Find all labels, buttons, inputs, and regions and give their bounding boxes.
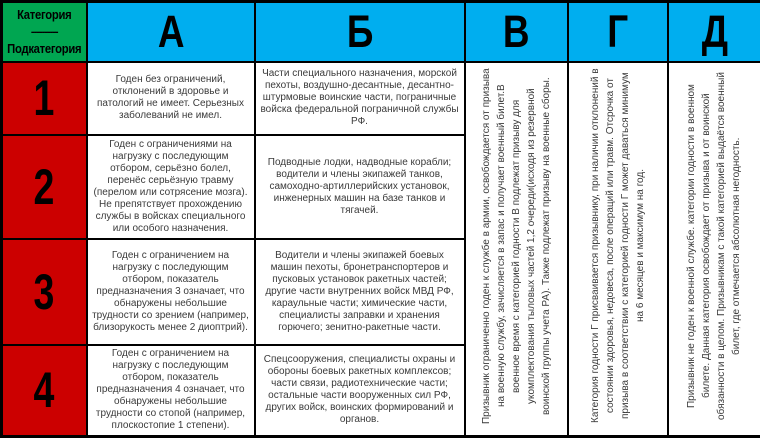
row-header-4-label: 4 xyxy=(34,365,55,415)
cell-d-merged xyxy=(668,62,760,437)
row-header-3-label: 3 xyxy=(34,267,55,317)
cell-d-vertical-text: Призывник не годен к военной службе. категории годности в военном билете. Данная категория освобождает от призыва и от воинской обязанности в целом. Призывникам с такой категорией выдаётся военный билет, где отмечается абсолютная негодность. xyxy=(684,67,744,425)
cell-a1: Годен без ограничений, отклонений в здоровье и патологий не имеет. Серьезных заболеваний не имел. xyxy=(87,62,255,135)
cell-b2: Подводные лодки, надводные корабли; водители и члены экипажей танков, самоходно-артиллерийских установок, инженерных машин на базе танков и тягачей. xyxy=(255,135,465,239)
corner-line-category: Категория xyxy=(7,8,81,22)
column-header-g xyxy=(568,2,668,62)
row-header-3 xyxy=(2,239,87,345)
header-row xyxy=(2,2,760,62)
column-header-b-label: Б xyxy=(347,9,373,54)
row-header-2 xyxy=(2,135,87,239)
cell-b3: Водители и члены экипажей боевых машин пехоты, бронетранспортеров и пусковых установок ракетных частей; другие части внутренних войск МВД РФ, караульные части; химические части, специалисты заправки и хранения горючего; зенитно-ракетные части. xyxy=(255,239,465,345)
row-header-4 xyxy=(2,345,87,437)
column-header-v xyxy=(465,2,568,62)
column-header-a-label: А xyxy=(158,9,184,54)
corner-line-subcategory: Подкатегория xyxy=(7,42,81,56)
cell-v-vertical-text: Призывник ограниченно годен к службе в армии, освобождается от призыва на военную службу, зачисляется в запас и получает военный билет.В военное время с категорией годности В подлежат призыву для укомплектования тыловых частей 1,2 очереди(исходя из резервной воинской группы учета РА). Также подлежат призыву на военные сборы. xyxy=(479,67,554,425)
column-header-b xyxy=(255,2,465,62)
corner-header-content xyxy=(3,6,86,58)
column-header-g-label: Г xyxy=(607,9,627,54)
cell-a3: Годен с ограничением на нагрузку с последующим отбором, показатель предназначения 3 означает, что обнаружены небольшие трудности со зрением (например, близорукость менее 2 диоптрий). xyxy=(87,239,255,345)
cell-a2: Годен с ограничениями на нагрузку с последующим отбором, серьёзно болел, перенёс серьёзную травму (перелом или сотрясение мозга). Не препятствует прохождению службы в войсках специального или особого назначения. xyxy=(87,135,255,239)
column-header-d-label: Д xyxy=(702,9,727,54)
column-header-v-label: В xyxy=(503,9,529,54)
row-header-1 xyxy=(2,62,87,135)
cell-b1: Части специального назначения, морской пехоты, воздушно-десантные, десантно-штурмовые воинские части, пограничные войска федеральной пограничной службы РФ. xyxy=(255,62,465,135)
corner-divider: ---------- xyxy=(3,28,86,36)
column-header-d xyxy=(668,2,760,62)
cell-g-vertical-text: Категория годности Г присваивается призывнику, при наличии отклонений в состоянии здоровья, недовеса, после операций или травм. Отсрочка от призыва в соответствии с категорией годности Г может даваться минимум на 6 месяцев и максимум на год. xyxy=(588,67,648,425)
row-header-1-label: 1 xyxy=(34,73,55,123)
cell-b4: Спецсооружения, специалисты охраны и обороны боевых ракетных комплексов; части связи, радиотехнические части; остальные части вооруженных сил РФ, других войск, воинских формирований и органов. xyxy=(255,345,465,437)
table-row-1 xyxy=(2,62,760,135)
cell-a4: Годен с ограничением на нагрузку с последующим отбором, показатель предназначения 4 означает, что обнаружены небольшие трудности со стопой (например, плоскостопие 1 степени). xyxy=(87,345,255,437)
column-header-a xyxy=(87,2,255,62)
corner-header xyxy=(2,2,87,62)
row-header-2-label: 2 xyxy=(34,162,55,212)
cell-g-merged xyxy=(568,62,668,437)
cell-v-merged xyxy=(465,62,568,437)
